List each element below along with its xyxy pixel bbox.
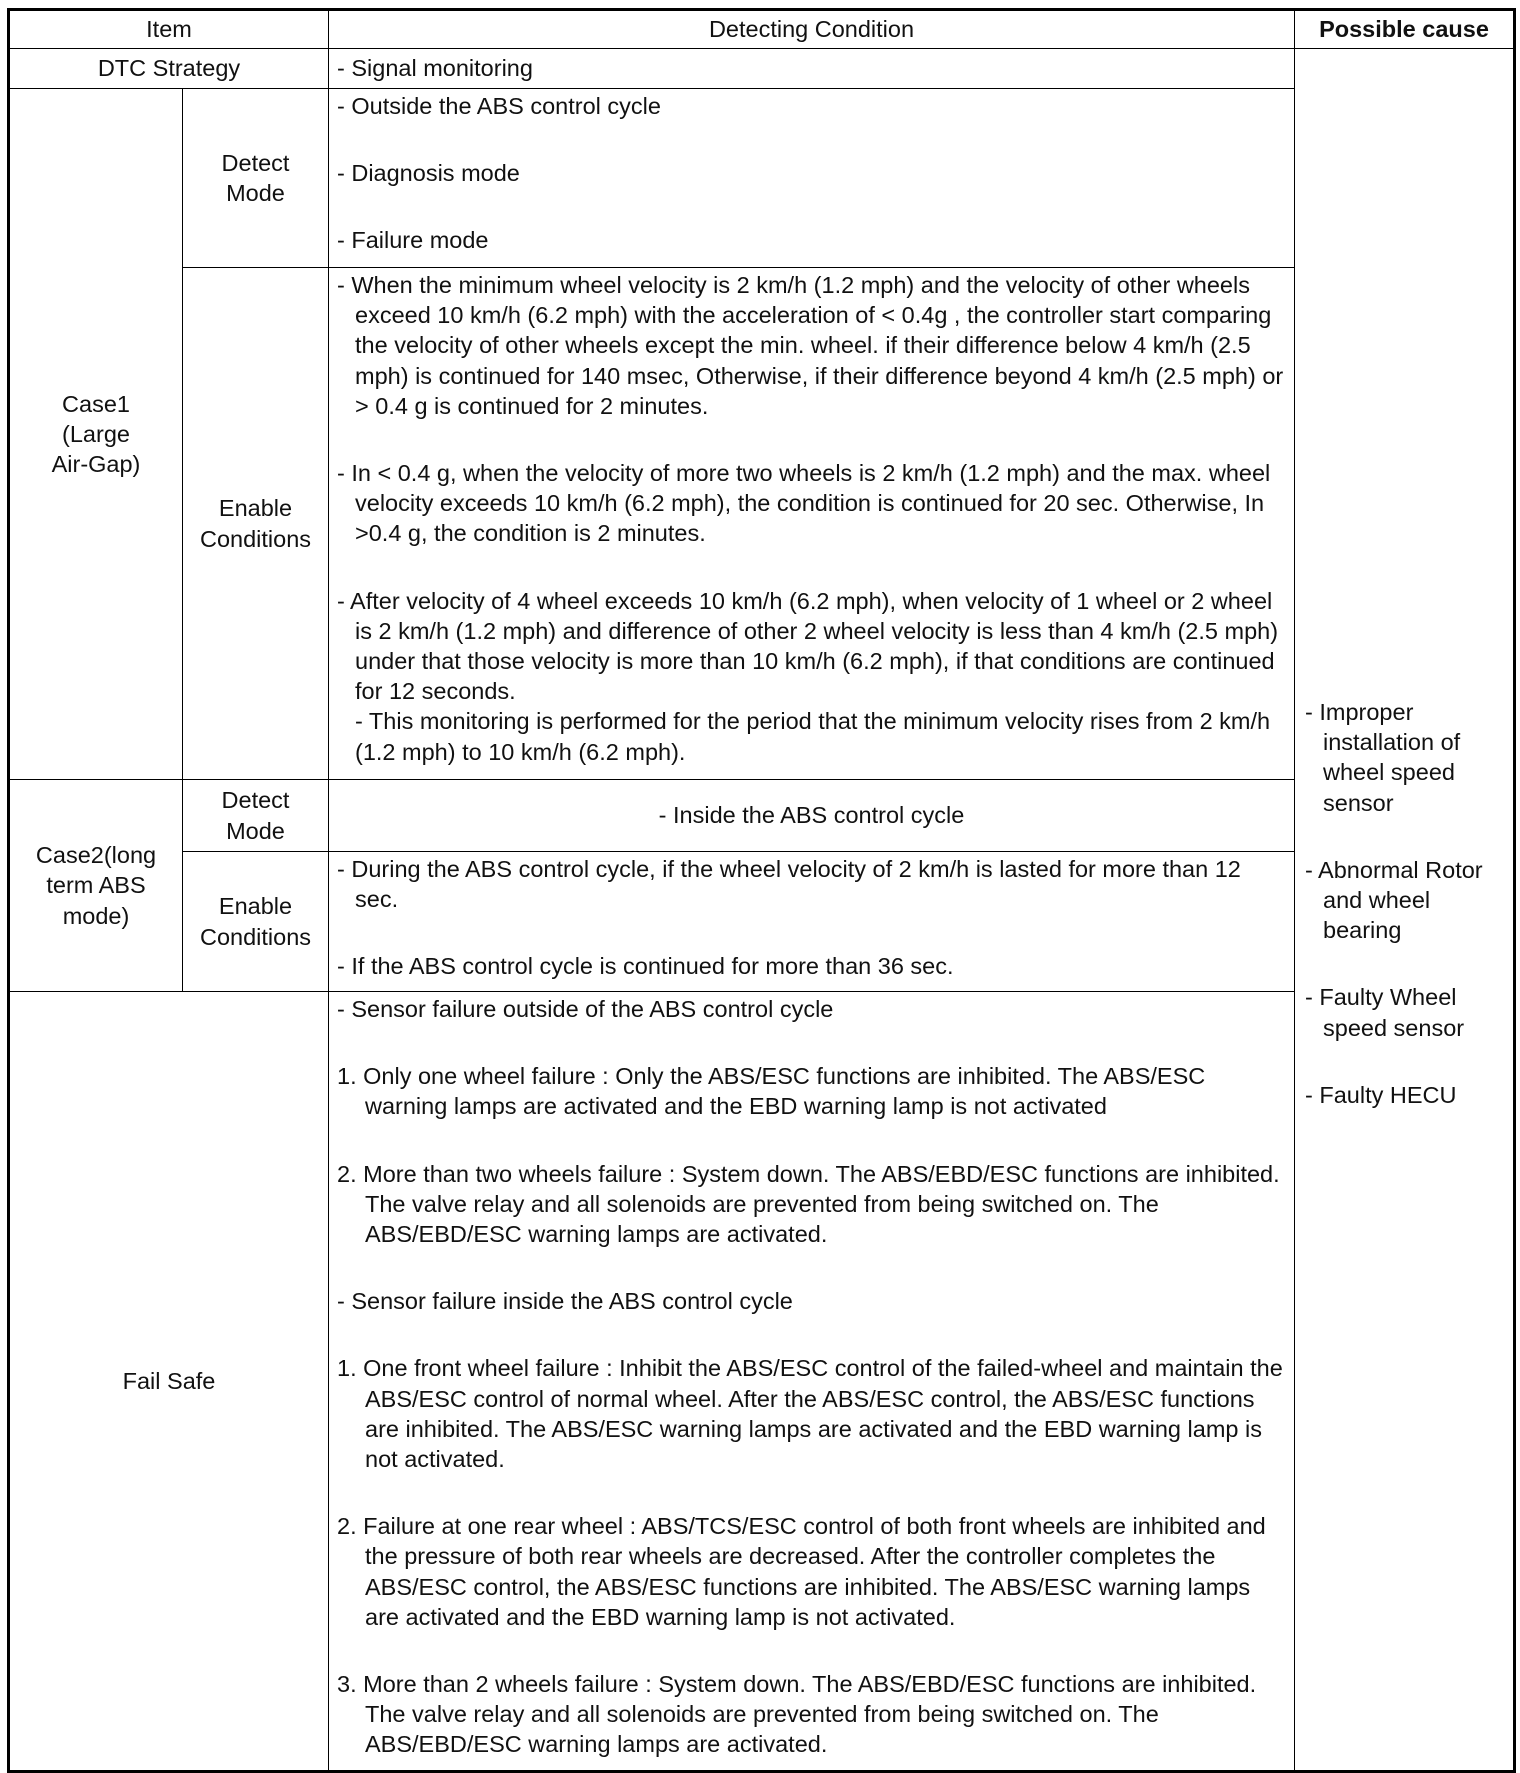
condition-item: - Failure mode bbox=[337, 227, 489, 254]
fail-safe-item: 1. Only one wheel failure : Only the ABS/ESC functions are inhibited. The ABS/ESC warning lamps are activated and the EBD warning lamp is not activated bbox=[337, 1063, 1206, 1120]
dtc-strategy-row bbox=[9, 49, 1515, 89]
dtc-strategy-label: DTC Strategy bbox=[9, 49, 329, 89]
case2-label: Case2(long term ABS mode) bbox=[9, 780, 183, 992]
case1-label: Case1 (Large Air-Gap) bbox=[9, 89, 183, 780]
fail-safe-row bbox=[9, 992, 1515, 1772]
dtc-table-wrapper bbox=[7, 8, 1513, 1773]
condition-item: - Outside the ABS control cycle bbox=[337, 93, 661, 119]
case2-detect-mode-value: - Inside the ABS control cycle bbox=[329, 780, 1295, 852]
fail-safe-conditions bbox=[329, 992, 1295, 1772]
condition-item: - When the minimum wheel velocity is 2 km/h (1.2 mph) and the velocity of other wheels exceed 10 km/h (6.2 mph) with the acceleration of < 0.4g , the controller start comparing the velocity of other wheels except the min. wheel. if their difference below 4 km/h (2.5 mph) is continued for 140 msec, Otherwise, if their difference beyond 4 km/h (2.5 mph) or > 0.4 g is continued for 2 minutes. bbox=[337, 272, 1284, 419]
dtc-strategy-text: - Signal monitoring bbox=[337, 55, 533, 82]
case1-enable-conditions-label: Enable Conditions bbox=[183, 268, 329, 780]
condition-item: - During the ABS control cycle, if the wheel velocity of 2 km/h is lasted for more than 12 sec. bbox=[337, 856, 1241, 913]
header-item: Item bbox=[9, 10, 329, 49]
case1-detect-mode-conditions bbox=[329, 89, 1295, 268]
case1-detect-row bbox=[9, 89, 1515, 268]
fail-safe-item: 2. Failure at one rear wheel : ABS/TCS/ESC control of both front wheels are inhibited and the pressure of both rear wheels are decreased. After the controller completes the ABS/ESC control, the ABS/ESC functions are inhibited. The ABS/ESC warning lamps are activated and the EBD warning lamp is not activated. bbox=[337, 1513, 1266, 1630]
case1-detect-mode-label: Detect Mode bbox=[183, 89, 329, 268]
case2-detect-row bbox=[9, 780, 1515, 852]
cause-item: - Improper installation of wheel speed sensor bbox=[1305, 699, 1461, 816]
header-row bbox=[9, 10, 1515, 49]
dtc-strategy-value bbox=[329, 49, 1295, 89]
case2-enable-conditions bbox=[329, 852, 1295, 992]
case2-enable-conditions-label: Enable Conditions bbox=[183, 852, 329, 992]
case1-enable-conditions bbox=[329, 268, 1295, 780]
fail-safe-item: 2. More than two wheels failure : System down. The ABS/EBD/ESC functions are inhibited. The valve relay and all solenoids are prevented from being switched on. The ABS/EBD/ESC warning lamps are activated. bbox=[337, 1160, 1280, 1248]
header-possible-cause: Possible cause bbox=[1295, 10, 1515, 49]
cause-item: - Faulty Wheel speed sensor bbox=[1305, 984, 1465, 1041]
cause-item: - Abnormal Rotor and wheel bearing bbox=[1305, 856, 1483, 944]
fail-safe-label: Fail Safe bbox=[9, 992, 329, 1772]
condition-item: - If the ABS control cycle is continued for more than 36 sec. bbox=[337, 953, 954, 980]
condition-item: - In < 0.4 g, when the velocity of more two wheels is 2 km/h (1.2 mph) and the max. wheel velocity exceeds 10 km/h (6.2 mph), the condition is continued for 20 sec. Otherwise, In >0.4 g, the condition is 2 minutes. bbox=[337, 460, 1271, 547]
fail-safe-heading: - Sensor failure inside the ABS control cycle bbox=[337, 1288, 793, 1315]
possible-cause-cell bbox=[1295, 49, 1515, 1772]
condition-note: - This monitoring is performed for the period that the minimum velocity rises from 2 km/h (1.2 mph) to 10 km/h (6.2 mph). bbox=[355, 708, 1271, 765]
fail-safe-item: 1. One front wheel failure : Inhibit the ABS/ESC control of the failed-wheel and maintain the ABS/ESC control of normal wheel. After the ABS/ESC control, the ABS/ESC functions are inhibited. The ABS/ESC warning lamps are activated and the EBD warning lamp is not activated. bbox=[337, 1355, 1283, 1473]
fail-safe-heading: - Sensor failure outside of the ABS control cycle bbox=[337, 996, 834, 1022]
header-detecting-condition: Detecting Condition bbox=[329, 10, 1295, 49]
fail-safe-item: 3. More than 2 wheels failure : System down. The ABS/EBD/ESC functions are inhibited. The valve relay and all solenoids are prevented from being switched on. The ABS/EBD/ESC warning lamps are activated. bbox=[337, 1671, 1257, 1758]
dtc-table bbox=[7, 8, 1516, 1773]
case2-enable-row bbox=[9, 852, 1515, 992]
condition-item: - After velocity of 4 wheel exceeds 10 km/h (6.2 mph), when velocity of 1 wheel or 2 wheel is 2 km/h (1.2 mph) and difference of other 2 wheel velocity is less than 4 km/h (2.5 mph) under that those velocity is more than 10 km/h (6.2 mph), if that conditions are continued for 12 seconds. bbox=[337, 587, 1279, 705]
case1-enable-row bbox=[9, 268, 1515, 780]
condition-item: - Diagnosis mode bbox=[337, 160, 520, 187]
case2-detect-mode-label: Detect Mode bbox=[183, 780, 329, 852]
cause-item: - Faulty HECU bbox=[1305, 1081, 1457, 1108]
